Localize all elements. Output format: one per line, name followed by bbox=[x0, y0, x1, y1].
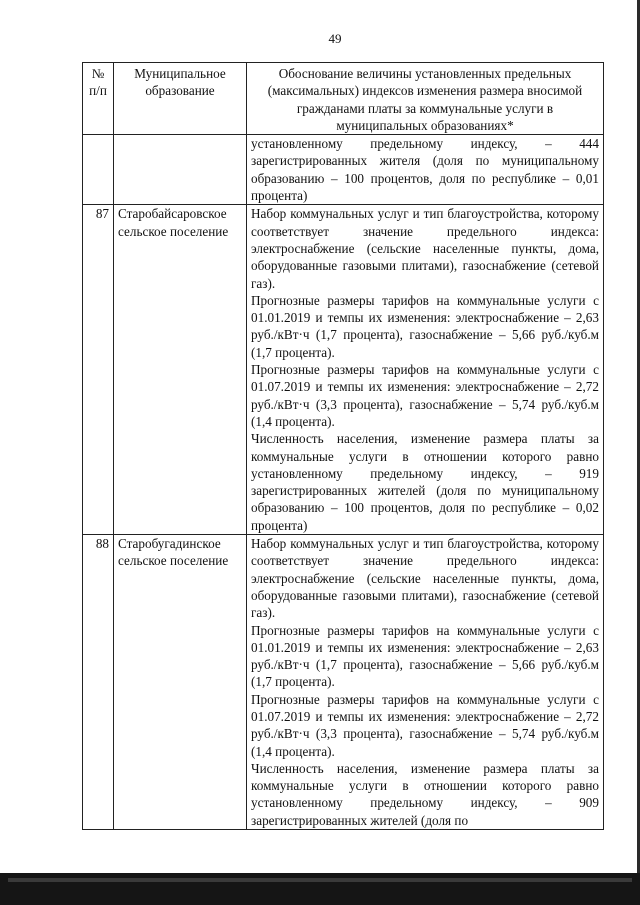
row-municipality: Старобугадинское сельское поселение bbox=[114, 535, 247, 830]
justification-paragraph: Набор коммунальных услуг и тип благоустройства, которому соответствует значение предельного индекса: электроснабжение (сельские населенные пункты, дома, оборудованные газовыми плитами), газоснабжение (сетевой газ). bbox=[251, 536, 599, 621]
tariff-table bbox=[82, 62, 604, 830]
justification-paragraph: установленному предельному индексу, – 444 зарегистрированных жителя (доля по муниципальному образованию – 100 процентов, доля по республике – 0,01 процента) bbox=[251, 136, 599, 204]
row-justification bbox=[247, 535, 604, 830]
justification-paragraph: Прогнозные размеры тарифов на коммунальные услуги с 01.01.2019 и темпы их изменения: электроснабжение – 2,63 руб./кВт·ч (1,7 процента), газоснабжение – 5,66 руб./куб.м (1,7 процента). bbox=[251, 292, 599, 360]
justification-paragraph: Прогнозные размеры тарифов на коммунальные услуги с 01.07.2019 и темпы их изменения: электроснабжение – 2,72 руб./кВт·ч (3,3 процента), газоснабжение – 5,74 руб./куб.м (1,4 процента). bbox=[251, 691, 599, 759]
page-number: 49 bbox=[328, 31, 342, 46]
row-num bbox=[83, 135, 114, 205]
table-header-row bbox=[83, 63, 604, 135]
justification-paragraph: Прогнозные размеры тарифов на коммунальные услуги с 01.07.2019 и темпы их изменения: электроснабжение – 2,72 руб./кВт·ч (3,3 процента), газоснабжение – 5,74 руб./куб.м (1,4 процента). bbox=[251, 362, 599, 429]
table-row bbox=[83, 205, 604, 535]
row-justification bbox=[247, 135, 604, 205]
header-num: № п/п bbox=[83, 63, 114, 135]
row-municipality: Старобайсаровское сельское поселение bbox=[114, 205, 247, 535]
justification-paragraph: Численность населения, изменение размера платы за коммунальные услуги в отношении которого равно установленному предельному индексу, – 909 зарегистрированных жителей (доля по bbox=[251, 760, 599, 828]
header-municipality: Муниципальное образование bbox=[114, 63, 247, 135]
row-num: 88 bbox=[83, 535, 114, 830]
scan-bottom-bar bbox=[0, 873, 640, 905]
row-num: 87 bbox=[83, 205, 114, 535]
header-justification: Обоснование величины установленных предельных (максимальных) индексов изменения размера вносимой гражданами платы за коммунальные услуги в муниципальных образованиях* bbox=[247, 63, 604, 135]
justification-paragraph: Прогнозные размеры тарифов на коммунальные услуги с 01.01.2019 и темпы их изменения: электроснабжение – 2,63 руб./кВт·ч (1,7 процента), газоснабжение – 5,66 руб./куб.м (1,7 процента). bbox=[251, 622, 599, 690]
table-row bbox=[83, 535, 604, 830]
justification-paragraph: Численность населения, изменение размера платы за коммунальные услуги в отношении которого равно установленному предельному индексу, – 919 зарегистрированных жителей (доля по муниципальному образованию – 100 процентов, доля по республике – 0,02 процента) bbox=[251, 431, 599, 533]
row-justification bbox=[247, 205, 604, 535]
table-row bbox=[83, 135, 604, 205]
justification-paragraph: Набор коммунальных услуг и тип благоустройства, которому соответствует значение предельного индекса: электроснабжение (сельские населенные пункты, дома, оборудованные газовыми плитами), газоснабжение (сетевой газ). bbox=[251, 206, 599, 291]
row-municipality bbox=[114, 135, 247, 205]
